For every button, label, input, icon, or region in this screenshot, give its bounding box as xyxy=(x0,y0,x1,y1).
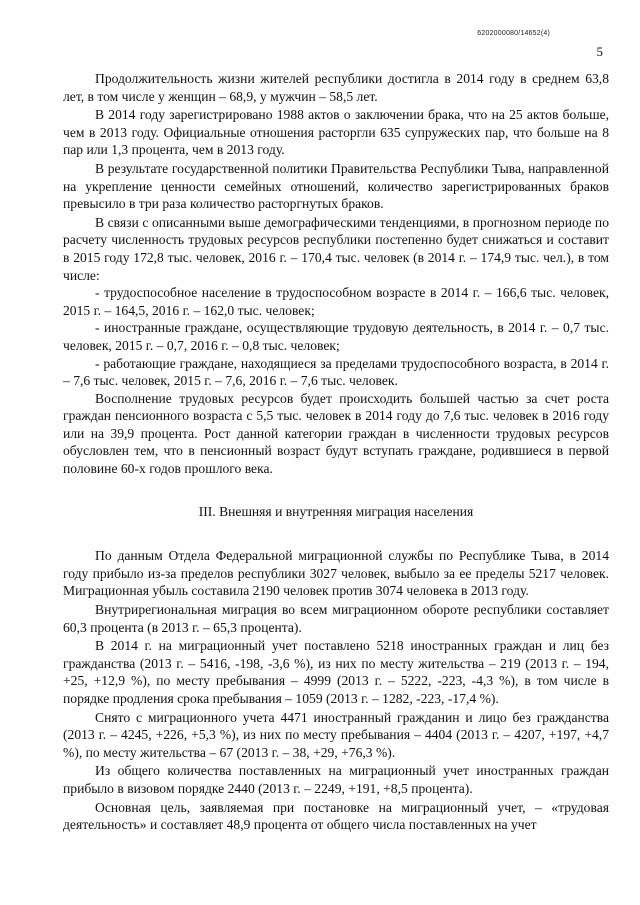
paragraph-labor-replenishment: Восполнение трудовых ресурсов будет происходить большей частью за счет роста граждан пенсионного возраста с 5,5 тыс. человек в 2014 году до 7,6 тыс. человек в 2016 году или на 39,9 процента. Рост данной категории граждан в численности трудовых ресурсов обусловлен тем, что в пенсионный возраст будут вступать граждане, родившиеся в первой половине 60-х годов прошлого века. xyxy=(63,390,609,477)
paragraph-family-policy: В результате государственной политики Правительства Республики Тыва, направленной на укрепление ценности семейных отношений, количество зарегистрированных браков превысило в три раза количество расторгнутых браков. xyxy=(63,160,609,212)
list-item-working-age: - трудоспособное население в трудоспособном возрасте в 2014 г. – 166,6 тыс. человек, 2015 г. – 164,5, 2016 г. – 162,0 тыс. человек; xyxy=(63,285,609,318)
list-item-foreign-workers: - иностранные граждане, осуществляющие трудовую деятельность, в 2014 г. – 0,7 тыс. человек, 2015 г. – 0,7, 2016 г. – 0,8 тыс. человек; xyxy=(63,320,609,353)
paragraph-main-purpose: Основная цель, заявляемая при постановке на миграционный учет, – «трудовая деятельность» и составляет 48,9 процента от общего числа поставленных на учет xyxy=(63,799,609,833)
document-code: 6202000080/14652(4) xyxy=(477,30,550,37)
list-item-working-pensioners: - работающие граждане, находящиеся за пределами трудоспособного возраста, в 2014 г. – 7,6 тыс. человек, 2015 г. – 7,6, 2016 г. – 7,6 тыс. человек. xyxy=(63,355,609,389)
page-number: 5 xyxy=(596,44,603,59)
section-heading: III. Внешняя и внутренняя миграция населения xyxy=(198,503,474,519)
paragraph-intraregional-migration: Внутрирегиональная миграция во всем миграционном обороте республики составляет 60,3 процента (в 2013 г. – 65,3 процента). xyxy=(63,602,609,635)
paragraph-labor-forecast: В связи с описанными выше демографическими тенденциями, в прогнозном периоде по расчету численность трудовых ресурсов республики постепенно будет снижаться и составит в 2015 году 172,8 тыс. человек, 2016 г. – 170,4 тыс. человек (в 2014 г. – 174,9 тыс. чел.), в том числе: xyxy=(63,214,609,283)
paragraph-marriages: В 2014 году зарегистрировано 1988 актов о заключении брака, что на 25 актов больше, чем в 2013 году. Официальные отношения расторгли 635 супружеских пар, что больше на 8 пар или 1,3 процента, чем в 2013 году. xyxy=(63,107,609,158)
paragraph-migration-deregistration: Снято с миграционного учета 4471 иностранный гражданин и лицо без гражданства (2013 г. – 4245, +226, +5,3 %), из них по месту пребывания – 4404 (2013 г. – 4207, +197, +4,7 %), по месту жительства – 67 (2013 г. – 38, +29, +76,3 %). xyxy=(63,709,609,760)
paragraph-visa-arrivals: Из общего количества поставленных на миграционный учет иностранных граждан прибыло в визовом порядке 2440 (2013 г. – 2249, +191, +8,5 процента). xyxy=(63,763,609,796)
paragraph-migration-totals: По данным Отдела Федеральной миграционной службы по Республике Тыва, в 2014 году прибыло из-за пределов республики 3027 человек, выбыло за ее пределы 5217 человек. Миграционная убыль составила 2190 человек против 3074 человека в 2013 году. xyxy=(63,548,609,599)
paragraph-migration-registration: В 2014 г. на миграционный учет поставлено 5218 иностранных граждан и лиц без гражданства (2013 г. – 5416, -198, -3,6 %), из них по месту жительства – 219 (2013 г. – 194, +25, +12,9 %), по месту пребывания – 4999 (2013 г. – 5222, -223, -4,3 %), в том числе в порядке продления срока пребывания – 1059 (2013 г. – 1282, -223, -17,4 %). xyxy=(63,638,609,706)
document-body xyxy=(63,70,609,834)
paragraph-life-expectancy: Продолжительность жизни жителей республики достигла в 2014 году в среднем 63,8 лет, в том числе у женщин – 68,9, у мужчин – 58,5 лет. xyxy=(63,71,609,104)
